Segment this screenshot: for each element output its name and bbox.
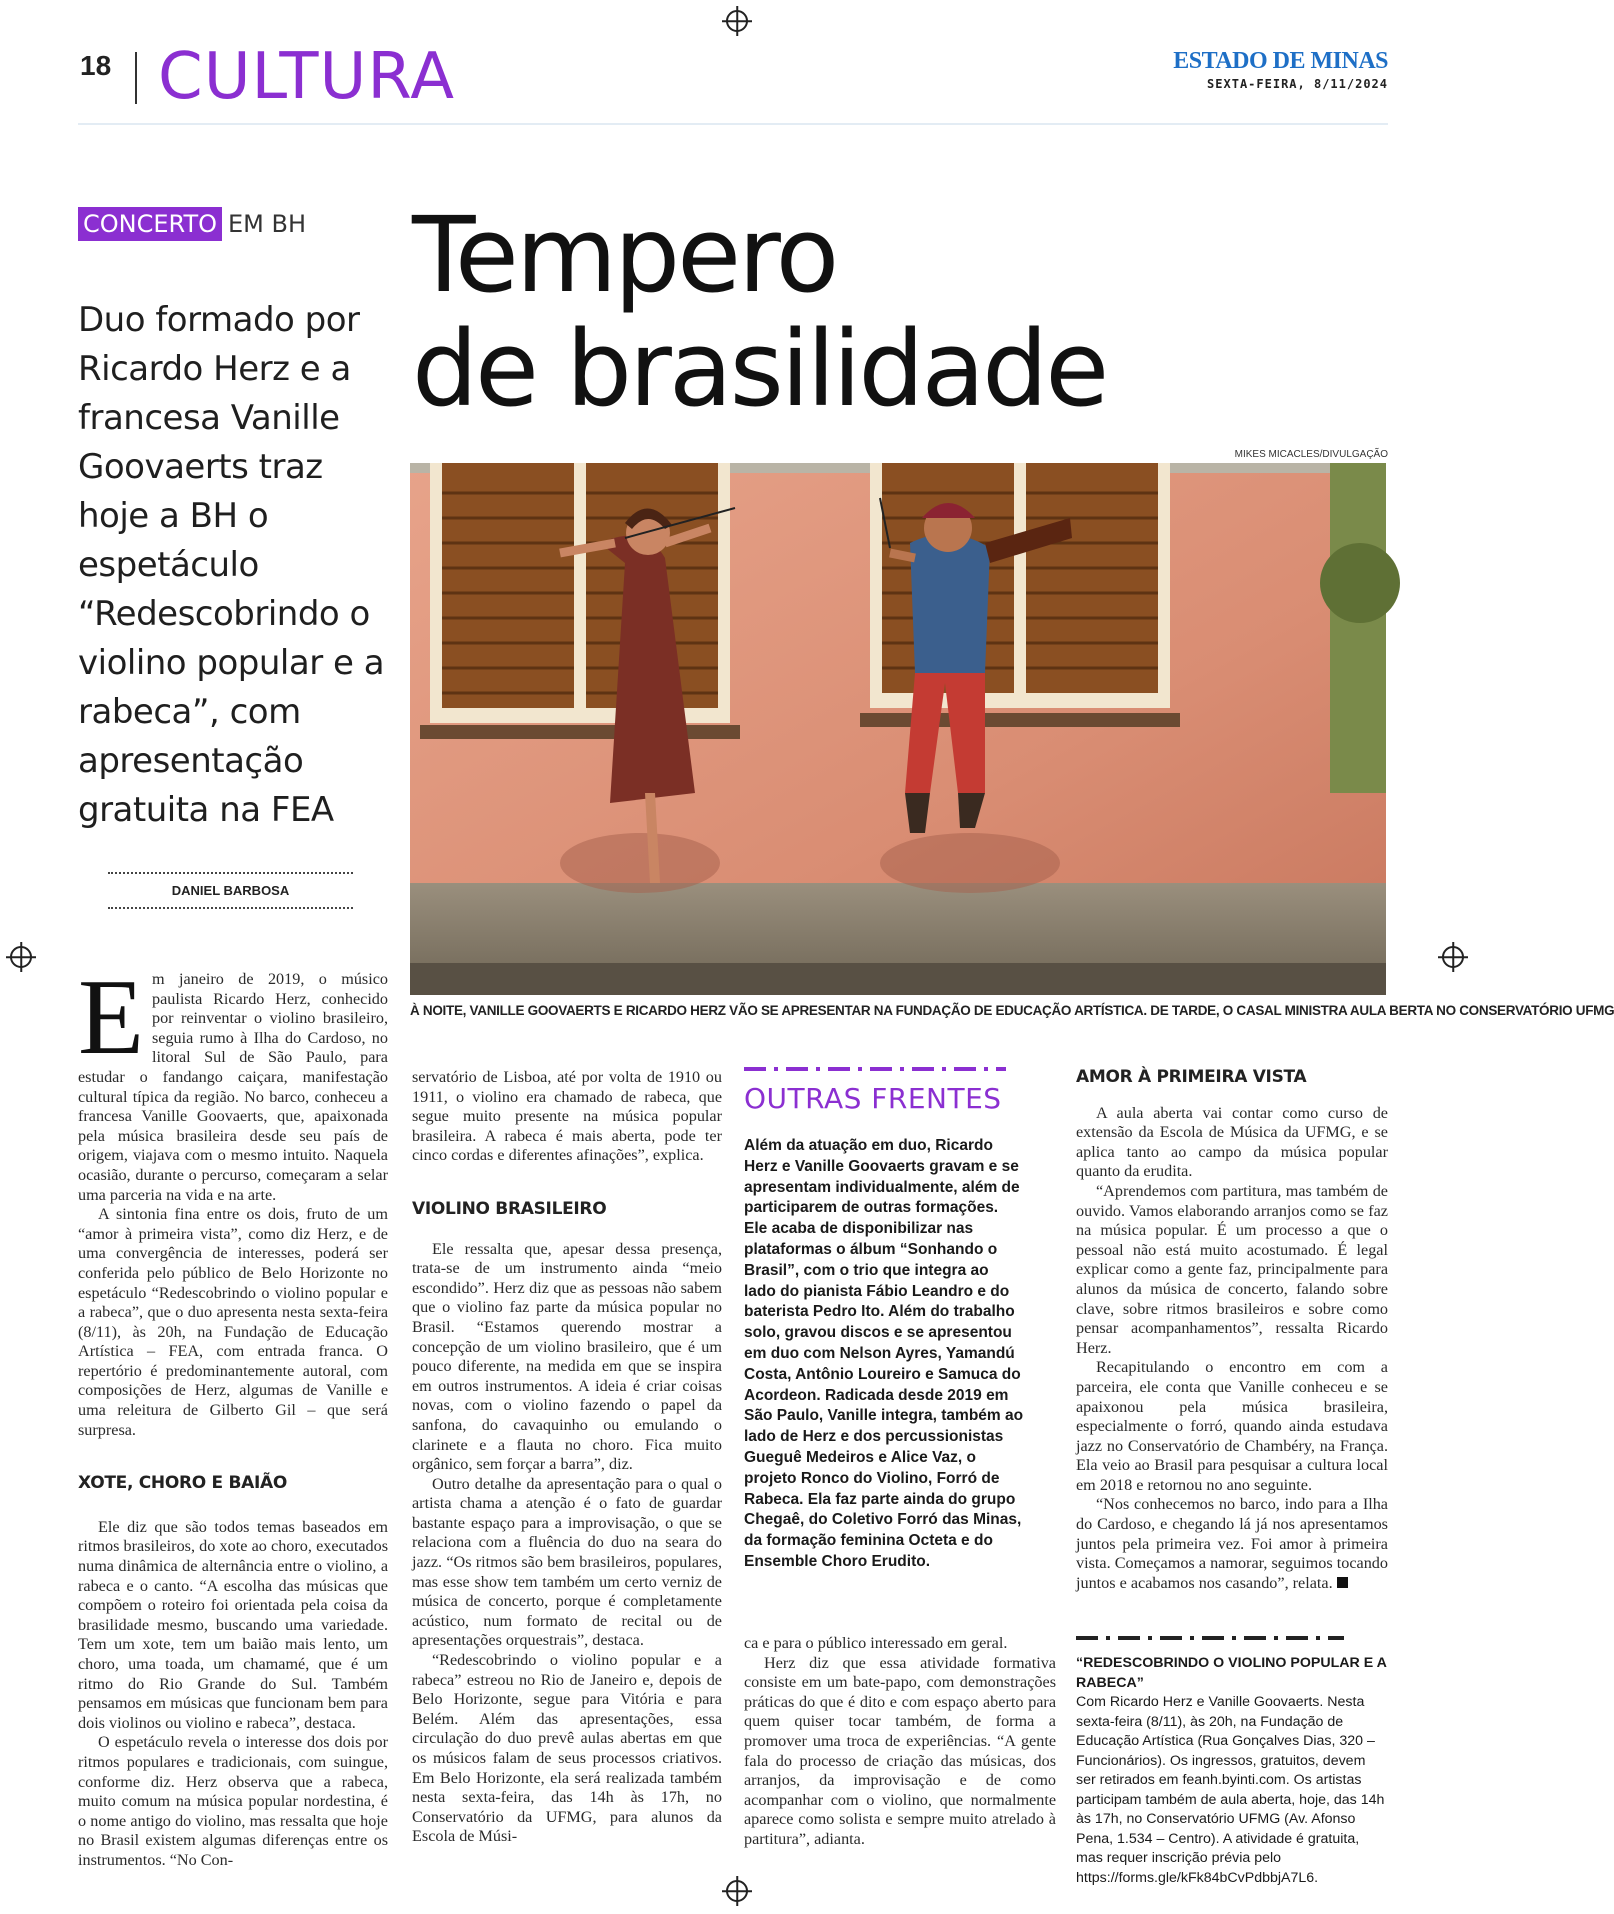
kicker [78, 210, 306, 238]
paragraph-text: “Nos conhecemos no barco, indo para a Ilha do Cardoso, e chegando lá já nos apresentamos juntos pela primeira vez. Foi amor à primeira vista. Começamos a namorar, seguimos tocando juntos e acabamos nos casando”, relata. [1076, 1495, 1388, 1592]
info-title: “REDESCOBRINDO O VIOLINO POPULAR E A RABECA” [1076, 1655, 1387, 1691]
paragraph: Recapitulando o encontro em com a parceira, ele conta que Vanille conheceu e se apaixonou pela música brasileira, especialmente o forró, quando ainda estudava jazz no Conservatório de Chambéry, na França. Ela veio ao Brasil para pesquisar a cultura local em 2018 e retornou no ano seguinte. [1076, 1358, 1388, 1494]
article-photo [410, 463, 1386, 995]
paragraph: Ele diz que são todos temas baseados em ritmos brasileiros, do xote ao choro, executados numa dinâmica de alternância entre o violino, a rabeca e o canto. “A escolha das músicas que compõem o roteiro foi orientada pela coisa da brasilidade mesmo, buscando uma variedade. Tem um xote, tem um baião mais lento, um choro, uma toada, um chamamé, que é um ritmo do Rio Grande do Sul. Também pensamos em músicas que funcionam bem para dois violinos ou violino e rabeca”, destaca. [78, 1517, 388, 1732]
photo-caption: À NOITE, VANILLE GOOVAERTS E RICARDO HERZ VÃO SE APRESENTAR NA FUNDAÇÃO DE EDUCAÇÃO ARTÍSTICA. DE TARDE, O CASAL MINISTRA AULA BERTA NO CONSERVATÓRIO UFMG [410, 1003, 1614, 1018]
registration-mark-top [726, 10, 748, 32]
registration-mark-left [10, 946, 32, 968]
registration-mark-right [1442, 946, 1464, 968]
byline: DANIEL BARBOSA [171, 883, 290, 898]
info-box [1076, 1654, 1388, 1888]
masthead [1173, 48, 1388, 91]
section-title: CULTURA [158, 40, 455, 114]
kicker-rest: EM BH [228, 210, 307, 238]
paragraph: ca e para o público interessado em geral. [744, 1634, 1008, 1652]
paragraph: Outro detalhe da apresentação para o qual o artista chama a atenção é o fato de guardar bastante espaço para a improvisação, o que se relaciona com a fluência do duo na seara do jazz. “Os ritmos são bem brasileiros, populares, mas esse show tem também um certo verniz de música de concerto, porque é completamente acústico, num formato de recital ou de apresentações orquestrais”, destaca. [412, 1474, 722, 1650]
paragraph [1076, 1495, 1388, 1593]
headline-line-2: de brasilidade [412, 308, 1107, 430]
kicker-highlight: CONCERTO [78, 207, 222, 241]
info-body: Com Ricardo Herz e Vanille Goovaerts. Nesta sexta-feira (8/11), às 20h, na Fundação de Educação Artística (Rua Gonçalves Dias, 320 – Funcionários). Os ingressos, gratuitos, devem ser retirados em feanh.byinti.com. Os artistas participam também de aula aberta, hoje, das 14h às 17h, no Conservatório UFMG (Av. Afonso Pena, 1.534 – Centro). A atividade é gratuita, mas requer inscrição prévia pelo https://forms.gle/kFk84bCvPdbbjA7L6. [1076, 1694, 1385, 1886]
box-title: OUTRAS FRENTES [744, 1082, 1002, 1115]
byline-rule-top [108, 872, 353, 874]
paragraph: “Redescobrindo o violino popular e a rabeca” estreou no Rio de Janeiro e, depois de Belo Horizonte, segue para Vitória e para Belém. Além das apresentações, essa circulação do duo prevê aulas abertas em que os músicos falam de seus processos criativos. Em Belo Horizonte, ela será realizada também nesta sexta-feira, das 14h às 17h, no Conservatório da UFMG, para alunos da Escola de Músi- [412, 1651, 722, 1846]
subhead-xote: XOTE, CHORO E BAIÃO [78, 1473, 288, 1494]
paragraph: Herz diz que essa atividade formativa consiste em um bate-papo, com demonstrações práticas do que é dito e com espaço aberto para quem quiser tocar também, de forma a promover uma troca de experiências. “A gente fala do processo de criação das músicas, dos arranjos, da improvisação e de como acompanhar com o violino, que normalmente aparece como solista e sempre muito atrelado à partitura”, adianta. [744, 1653, 1056, 1848]
paragraph-text: m janeiro de 2019, o músico paulista Ricardo Herz, conhecido por reinventar o violino brasileiro, seguia rumo à Ilha do Cardoso, no litoral Sul de São Paulo, para estudar o fandango caiçara, manifestação cultural típica da região. No barco, conheceu a francesa Vanille Goovaerts, que, apaixonada pela música brasileira desde seu país de origem, viajava com o mesmo intuito. Naquela ocasião, durante o percurso, começaram a selar uma parceria na vida e na arte. [78, 970, 388, 1204]
subhead-amor: AMOR À PRIMEIRA VISTA [1076, 1067, 1307, 1087]
edition-date: SEXTA-FEIRA, 8/11/2024 [1207, 77, 1388, 91]
paragraph: A sintonia fina entre os dois, fruto de um “amor à primeira vista”, como diz Herz, e de uma convergência de interesses, poderá ser conferida pelo público de Belo Horizonte no espetáculo “Redescobrindo o violino popular e a rabeca”, que o duo apresenta nesta sexta-feira (8/11), às 20h, na Fundação de Educação Artística – FEA, com entrada franca. O repertório é predominantemente autoral, com composições de Herz, algumas de Vanille e uma releitura de Gilberto Gil – que será surpresa. [78, 1205, 388, 1439]
info-dash-rule [1076, 1636, 1344, 1640]
drop-cap: E [78, 958, 144, 1077]
header-separator [135, 52, 137, 104]
paragraph: “Aprendemos com partitura, mas também de ouvido. Vamos elaborando arranjos como se faz na música popular. É um processo a que o pessoal não está muito acostumado. É legal explicar como a gente faz, principalmente para alunos da música de concerto, falando sobre clave, sobre ritmos brasileiros e sobre como pensar acompanhamentos”, ressalta Ricardo Herz. [1076, 1181, 1388, 1357]
article-column-2 [412, 1068, 722, 1847]
article-column-3 [744, 1634, 1056, 1850]
newspaper-name: ESTADO DE MINAS [1173, 48, 1388, 74]
paragraph: O espetáculo revela o interesse dos dois por ritmos populares e tradicionais, com suingue, conforme diz. Herz observa que a rabeca, muito comum na música popular nordestina, é o nome antigo do violino, mas ressalta que hoje no Brasil existem algumas diferenças entre os instrumentos. “No Con- [78, 1733, 388, 1869]
byline-rule-bottom [108, 907, 353, 909]
paragraph: A aula aberta vai contar como curso de extensão da Escola de Música da UFMG, e se aplica tanto ao campo da música popular quanto da erudita. [1076, 1103, 1388, 1181]
paragraph: Ele ressalta que, apesar dessa presença, trata-se de um instrumento ainda “meio escondido”. Herz diz que as pessoas não sabem que o violino faz parte da música popular no Brasil. “Estamos querendo mostrar a concepção de um violino brasileiro, que é um pouco diferente, na medida em que se inspira em outros instrumentos. A ideia é criar coisas novas, com o violino fazendo o papel da sanfona, do cavaquinho ou emulando o clarinete e a flauta no choro. Fica muito orgânico, sem forçar a barra”, diz. [412, 1239, 722, 1474]
paragraph [78, 958, 388, 1205]
headline-line-1: Tempero [412, 194, 837, 316]
end-of-article-icon [1337, 1577, 1348, 1588]
photo-illustration [410, 463, 1386, 995]
photo-credit: MIKES MICACLES/DIVULGAÇÃO [1234, 449, 1388, 460]
article-column-1 [78, 958, 388, 1871]
box-dash-rule [744, 1067, 1006, 1071]
box-body: Além da atuação em duo, Ricardo Herz e Vanille Goovaerts gravam e se apresentam individualmente, além de participarem de outras formações. Ele acaba de disponibilizar nas plataformas o álbum “Sonhando o Brasil”, com o trio que integra ao lado do pianista Fábio Leandro e do baterista Pedro Ito. Além do trabalho solo, gravou discos e se apresentou em duo com Nelson Ayres, Yamandú Costa, Antônio Loureiro e Samuca do Acordeon. Radicada desde 2019 em São Paulo, Vanille integra, também ao lado de Herz e dos percussionistas Gueguê Medeiros e Alice Vaz, o projeto Ronco do Violino, Forró de Rabeca. Ela faz parte ainda do grupo Chegaê, do Coletivo Forró das Minas, da formação feminina Octeta e do Ensemble Choro Erudito. [744, 1137, 1024, 1570]
lede: Duo formado por Ricardo Herz e a francesa Vanille Goovaerts traz hoje a BH o espetáculo “Redescobrindo o violino popular e a rabeca”, com apresentação gratuita na FEA [78, 300, 385, 830]
headline [412, 194, 1107, 430]
paragraph: servatório de Lisboa, até por volta de 1910 ou 1911, o violino era chamado de rabeca, que segue muito presente na música popular brasileira. A rabeca é mais aberta, pode ter cinco cordas e diferentes afinações”, explica. [412, 1068, 722, 1165]
subhead-violino: VIOLINO BRASILEIRO [412, 1198, 607, 1219]
article-column-4 [1076, 1068, 1388, 1593]
header-rule [78, 123, 1388, 125]
page-number: 18 [80, 50, 112, 81]
registration-mark-bottom [726, 1880, 748, 1902]
